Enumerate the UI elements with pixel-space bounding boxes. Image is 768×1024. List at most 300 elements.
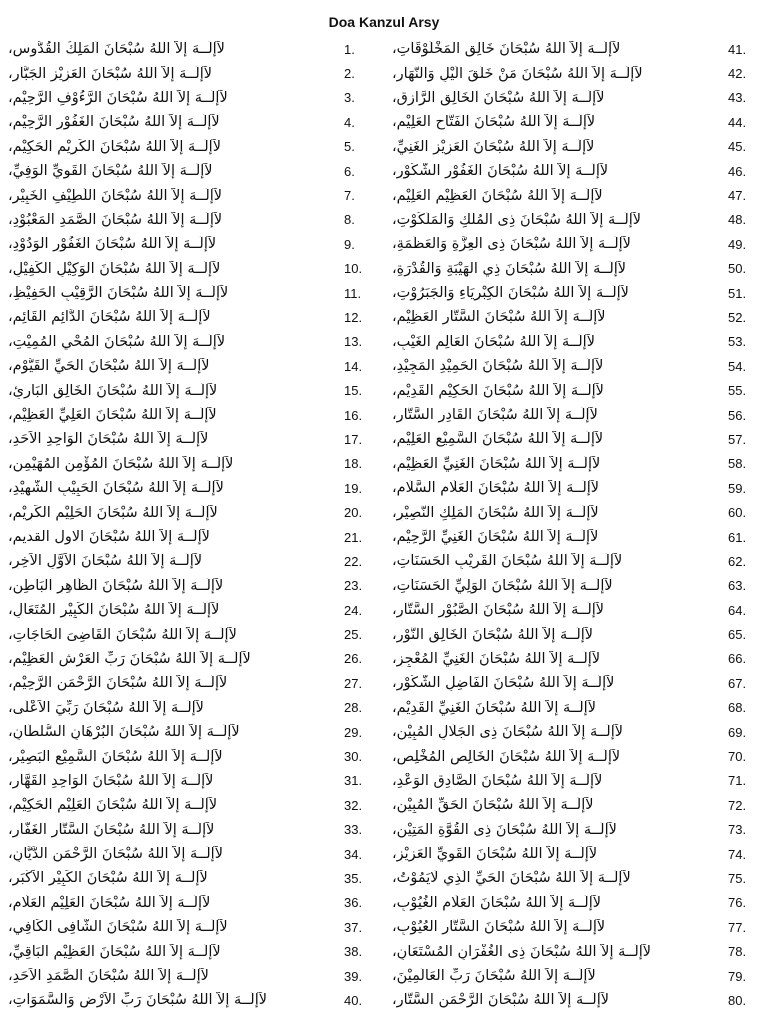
- dua-line: [392, 866, 762, 890]
- line-number: 24.: [344, 602, 363, 618]
- dua-line-body: الرَّءُوْفِ الرَّحِيْمِ،: [8, 89, 103, 106]
- dua-line: [392, 622, 762, 646]
- line-number: 17.: [344, 431, 363, 447]
- line-number: 42.: [728, 66, 747, 82]
- dua-line-body: الْكَرِيْمِ الْحَكِيْمِ،: [8, 138, 96, 155]
- dua-line-body: الْغَفُوْرِ الْوَدُوْدِ،: [8, 236, 91, 253]
- dua-line: [392, 500, 762, 524]
- dua-line-body: الْخَالِقِ الرَّازِقِ،: [392, 89, 479, 106]
- line-number: 36.: [344, 895, 363, 911]
- dua-line-body: الْقَادِرِ السَّتَّارِ،: [392, 407, 473, 424]
- line-number: 45.: [728, 139, 747, 155]
- dua-line-text: [8, 627, 340, 643]
- dua-line-prefix: لآإِلَــهَ إِلاَّ اللهُ سُبْحَانَ: [107, 285, 229, 302]
- line-number: 9.: [344, 236, 355, 252]
- dua-line-prefix: لآإِلَــهَ إِلاَّ اللهُ سُبْحَانَ: [507, 285, 629, 302]
- dua-line: [8, 915, 378, 939]
- dua-line: [8, 769, 378, 793]
- line-number: 1.: [344, 41, 355, 57]
- dua-line-prefix: لآإِلَــهَ إِلاَّ اللهُ سُبْحَانَ: [106, 919, 228, 936]
- dua-line-body: الْقَوِيِّ الْعَزِيْزِ،: [392, 846, 472, 863]
- dua-line-prefix: لآإِلَــهَ إِلاَّ اللهُ سُبْحَانَ: [474, 699, 596, 716]
- line-number: 46.: [728, 163, 747, 179]
- dua-line-prefix: لآإِلَــهَ إِلاَّ اللهُ سُبْحَانَ: [487, 992, 610, 1009]
- dua-line-prefix: لآإِلَــهَ إِلاَّ اللهُ سُبْحَانَ: [93, 821, 215, 838]
- dua-line-text: [8, 919, 340, 935]
- dua-line-prefix: لآإِلَــهَ إِلاَّ اللهُ سُبْحَانَ: [103, 41, 225, 58]
- dua-line-prefix: لآإِلَــهَ إِلاَّ اللهُ سُبْحَانَ: [482, 602, 605, 619]
- dua-line: [392, 842, 762, 866]
- line-number: 70.: [728, 749, 747, 765]
- dua-line: [392, 793, 762, 817]
- dua-line-body: الْبُرْهَانِ السُّلْطَانِ،: [8, 724, 114, 741]
- line-number: 37.: [344, 919, 363, 935]
- dua-line: [392, 208, 762, 232]
- dua-line-text: [8, 797, 340, 813]
- dua-line-prefix: لآإِلَــهَ إِلاَّ اللهُ سُبْحَانَ: [87, 431, 209, 448]
- line-number: 50.: [728, 261, 747, 277]
- dua-line: [392, 476, 762, 500]
- dua-line-text: [8, 651, 340, 667]
- dua-line-prefix: لآإِلَــهَ إِلاَّ اللهُ سُبْحَانَ: [102, 577, 224, 594]
- dua-line-text: [8, 139, 340, 155]
- dua-line-prefix: لآإِلَــهَ إِلاَّ اللهُ سُبْحَانَ: [100, 187, 223, 204]
- dua-line: [392, 110, 762, 134]
- dua-line-body: اَلْمَلِكُ الْقُدُّوسِ،: [8, 41, 100, 58]
- dua-line: [8, 330, 378, 354]
- dua-line: [8, 281, 378, 305]
- line-number: 47.: [728, 188, 747, 204]
- line-number: 49.: [728, 236, 747, 252]
- dua-line-text: [8, 724, 340, 740]
- line-number: 35.: [344, 870, 363, 886]
- dua-line: [392, 330, 762, 354]
- line-number: 72.: [728, 797, 747, 813]
- dua-line-prefix: لآإِلَــهَ إِلاَّ اللهُ سُبْحَانَ: [493, 675, 615, 692]
- dua-line: [392, 598, 762, 622]
- dua-line-body: الْعَلِيْمِ الْحَكِيْمِ،: [8, 797, 92, 814]
- dua-line-body: الْعَلَّامِ الْغُيُوْبِ،: [392, 894, 476, 911]
- dua-line-body: الْمَلِكِ النَّصِيْرِ،: [392, 504, 473, 521]
- dua-line-body: الْغَفُوْرِ الرَّحِيْمِ،: [8, 114, 94, 131]
- dua-line: [392, 915, 762, 939]
- dua-line-text: [8, 114, 340, 130]
- dua-line-body: الْكِبْرِيَاءِ وَالْجَبَرُوْتِ،: [392, 285, 504, 302]
- dua-line-text: [392, 456, 724, 472]
- dua-line-text: [8, 407, 340, 423]
- dua-line-body: الْعَالِمِ الْغَيْبِ،: [392, 333, 470, 350]
- dua-line-text: [392, 114, 724, 130]
- dua-line-text: [392, 797, 724, 813]
- dua-line-text: [392, 383, 724, 399]
- dua-line-body: الظَّاهِرِ الْبَاطِنِ،: [8, 577, 98, 594]
- dua-line-body: الْحَقِّ الْمُبِيْنِ،: [392, 797, 468, 814]
- line-number: 63.: [728, 578, 747, 594]
- dua-line-text: [392, 968, 724, 984]
- dua-line: [8, 403, 378, 427]
- dua-line: [392, 720, 762, 744]
- dua-line-body: السَّتَّارِ الْعُيُوْبِ،: [392, 919, 480, 936]
- dua-line-prefix: لآإِلَــهَ إِلاَّ اللهُ سُبْحَانَ: [495, 821, 617, 838]
- dua-line: [392, 818, 762, 842]
- dua-line-body: الْعَلِيْمِ الْعَلَّامِ،: [8, 894, 85, 911]
- dua-line: [8, 720, 378, 744]
- dua-line-prefix: لآإِلَــهَ إِلاَّ اللهُ سُبْحَانَ: [99, 260, 221, 277]
- dua-line-body: ذِى الْقُوَّةِ الْمَتِيْنِ،: [392, 821, 492, 838]
- dua-line-body: الْعَلَّامِ السَّلَامِ،: [392, 480, 474, 497]
- dua-line-text: [392, 358, 724, 374]
- dua-line-body: الْغَنِيِّ الْقَدِيْمِ،: [392, 699, 471, 716]
- line-number: 79.: [728, 968, 747, 984]
- line-number: 8.: [344, 212, 355, 228]
- document-title: Doa Kanzul Arsy: [328, 14, 440, 30]
- line-number: 78.: [728, 944, 747, 960]
- column-lines-41-80: [392, 37, 762, 1013]
- line-number: 16.: [344, 407, 363, 423]
- line-number: 10.: [344, 261, 363, 277]
- dua-line: [392, 452, 762, 476]
- dua-line-prefix: لآإِلَــهَ إِلاَّ اللهُ سُبْحَانَ: [118, 724, 240, 741]
- dua-line-prefix: لآإِلَــهَ إِلاَّ اللهُ سُبْحَانَ: [104, 333, 226, 350]
- dua-line: [392, 378, 762, 402]
- dua-line-prefix: لآإِلَــهَ إِلاَّ اللهُ سُبْحَانَ: [477, 480, 600, 497]
- line-number: 13.: [344, 334, 363, 350]
- line-number: 62.: [728, 553, 747, 569]
- dua-line-text: [8, 163, 340, 179]
- dua-line-text: [392, 919, 724, 935]
- line-number: 34.: [344, 846, 363, 862]
- dua-line-text: [8, 334, 340, 350]
- dua-line-text: [392, 407, 724, 423]
- dua-line-text: [392, 505, 724, 521]
- dua-line: [8, 135, 378, 159]
- dua-line: [8, 257, 378, 281]
- dua-line: [392, 232, 762, 256]
- dua-line-body: رَبِّيَ الْاَعْلَى،: [8, 699, 79, 716]
- dua-line-prefix: لآإِلَــهَ إِلاَّ اللهُ سُبْحَانَ: [491, 577, 613, 594]
- column-lines-1-40: [8, 37, 378, 1013]
- dua-line-text: [8, 700, 340, 716]
- dua-line: [392, 696, 762, 720]
- dua-line: [8, 549, 378, 573]
- dua-line: [392, 525, 762, 549]
- dua-line-body: الْعَلِيِّ الْعَظِيْمِ،: [8, 407, 91, 424]
- dua-line-prefix: لآإِلَــهَ إِلاَّ اللهُ سُبْحَانَ: [479, 650, 601, 667]
- line-number: 11.: [344, 285, 362, 301]
- dua-line: [392, 939, 762, 963]
- dua-line-body: ذِى الْمُلْكِ وَالْمَلَكُوْتِ،: [392, 211, 516, 228]
- dua-line-body: ذِي الْهَيْبَةِ وَالْقُدْرَةِ،: [392, 260, 501, 277]
- dua-line-text: [392, 846, 724, 862]
- dua-line-prefix: لآإِلَــهَ إِلاَّ اللهُ سُبْحَانَ: [509, 870, 631, 887]
- dua-line-text: [392, 163, 724, 179]
- dua-line-text: [392, 309, 724, 325]
- dua-line-body: الْاَوَّلِ الْاَخِرِ،: [8, 553, 77, 570]
- dua-line-prefix: لآإِلَــهَ إِلاَّ اللهُ سُبْحَانَ: [106, 89, 228, 106]
- line-number: 20.: [344, 505, 363, 521]
- dua-line: [392, 183, 762, 207]
- dua-line-prefix: لآإِلَــهَ إِلاَّ اللهُ سُبْحَانَ: [484, 919, 606, 936]
- dua-line: [8, 696, 378, 720]
- dua-line: [8, 793, 378, 817]
- dua-line: [8, 744, 378, 768]
- dua-line-text: [392, 578, 724, 594]
- dua-line-body: الاول القديم،: [8, 529, 85, 545]
- dua-line: [392, 549, 762, 573]
- dua-line-prefix: لآإِلَــهَ إِلاَّ اللهُ سُبْحَانَ: [499, 41, 621, 58]
- dua-line-text: [392, 944, 724, 960]
- dua-line-text: [8, 505, 340, 521]
- dua-line-prefix: لآإِلَــهَ إِلاَّ اللهُ سُبْحَانَ: [96, 382, 218, 399]
- line-number: 58.: [728, 456, 747, 472]
- line-number: 39.: [344, 968, 363, 984]
- dua-line-text: [392, 212, 724, 228]
- dua-line-prefix: لآإِلَــهَ إِلاَّ اللهُ سُبْحَانَ: [499, 748, 621, 765]
- dua-line-body: الْعَظِيْمِ الْبَاقِيِّ،: [8, 943, 95, 960]
- line-number: 41.: [728, 41, 747, 57]
- dua-line-prefix: لآإِلَــهَ إِلاَّ اللهُ سُبْحَانَ: [482, 358, 604, 375]
- dua-line: [392, 354, 762, 378]
- dua-line-text: [392, 285, 724, 301]
- dua-line-text: [392, 773, 724, 789]
- dua-line: [392, 964, 762, 988]
- dua-line-text: [8, 188, 340, 204]
- dua-line-text: [8, 846, 340, 862]
- dua-line-prefix: لآإِلَــهَ إِلاَّ اللهُ سُبْحَانَ: [501, 724, 624, 741]
- dua-line-prefix: لآإِلَــهَ إِلاَّ اللهُ سُبْحَانَ: [96, 797, 218, 814]
- dua-line-body: الرَّحْمَنِ السَّتَّارِ،: [392, 992, 484, 1009]
- dua-line-body: الْمُؤْمِنِ الْمُهَيْمِنِ،: [8, 455, 108, 472]
- dua-line-prefix: لآإِلَــهَ إِلاَّ اللهُ سُبْحَانَ: [487, 163, 609, 180]
- line-number: 64.: [728, 602, 747, 618]
- dua-line-text: [8, 456, 340, 472]
- dua-line-body: الرَّحْمَنِ الدَّيَّانِ،: [8, 846, 98, 863]
- dua-line-prefix: لآإِلَــهَ إِلاَّ اللهُ سُبْحَانَ: [88, 529, 210, 545]
- dua-line-text: [392, 66, 724, 82]
- dua-line-prefix: لآإِلَــهَ إِلاَّ اللهُ سُبْحَانَ: [101, 748, 223, 765]
- dua-line-text: [392, 480, 724, 496]
- dua-line-body: الْخَالِصِ الْمُخْلِصِ،: [392, 748, 495, 765]
- dua-line-body: السَّمِيْعِ الْعَلِيْمِ،: [392, 431, 478, 448]
- dua-line-body: الصَّادِقِ الْوَعْدِ،: [392, 772, 477, 789]
- dua-line-body: الْكَبِيْرِ الْمُتَعَالِ،: [8, 602, 94, 619]
- line-number: 52.: [728, 309, 747, 325]
- dua-line: [392, 769, 762, 793]
- dua-line-prefix: لآإِلَــهَ إِلاَّ اللهُ سُبْحَانَ: [99, 943, 221, 960]
- line-number: 5.: [344, 139, 355, 155]
- line-number: 27.: [344, 675, 363, 691]
- line-number: 7.: [344, 188, 355, 204]
- line-number: 66.: [728, 651, 747, 667]
- dua-line: [8, 37, 378, 61]
- dua-line-body: الشَّافِى الْكَافِي،: [8, 919, 102, 936]
- line-number: 80.: [728, 992, 747, 1008]
- dua-line-body: رَبِّ الْعَرْشِ الْعَظِيْمِ،: [8, 650, 126, 667]
- dua-line-body: الْحَكِيْمِ الْقَدِيْمِ،: [392, 382, 479, 399]
- dua-line: [8, 476, 378, 500]
- dua-line: [8, 598, 378, 622]
- dua-line: [8, 574, 378, 598]
- line-number: 2.: [344, 66, 355, 82]
- dua-line-prefix: لآإِلَــهَ إِلاَّ اللهُ سُبْحَانَ: [98, 602, 220, 619]
- dua-line: [8, 964, 378, 988]
- dua-line-text: [392, 822, 724, 838]
- line-number: 44.: [728, 114, 747, 130]
- dua-line-body: الْحَلِيْمِ الْكَرِيْمِ،: [8, 504, 93, 521]
- dua-line: [392, 61, 762, 85]
- dua-line: [8, 622, 378, 646]
- dua-line-text: [8, 285, 340, 301]
- dua-line-prefix: لآإِلَــهَ إِلاَّ اللهُ سُبْحَانَ: [484, 309, 606, 326]
- dua-line-body: ذِى الْغُفْرَانِ الْمُسْتَعَانِ،: [392, 943, 526, 960]
- dua-line-prefix: لآإِلَــهَ إِلاَّ اللهُ سُبْحَانَ: [87, 968, 209, 985]
- dua-line-prefix: لآإِلَــهَ إِلاَّ اللهُ سُبْحَانَ: [521, 65, 643, 82]
- dua-line-body: ذِى الْعِزَّةِ وَالْعَظَمَةِ،: [392, 236, 506, 253]
- dua-line: [392, 403, 762, 427]
- dua-line-text: [392, 139, 724, 155]
- dua-line-text: [392, 41, 724, 57]
- dua-line-body: الْفَتَّاحِ الْعَلِيْمِ،: [392, 114, 470, 131]
- dua-line-text: [392, 188, 724, 204]
- dua-line-text: [392, 627, 724, 643]
- dua-line: [392, 37, 762, 61]
- line-number: 25.: [344, 627, 363, 643]
- line-number: 15.: [344, 383, 363, 399]
- dua-line-text: [392, 431, 724, 447]
- dua-line-prefix: لآإِلَــهَ إِلاَّ اللهُ سُبْحَانَ: [473, 333, 595, 350]
- dua-line-body: الْغَنِيِّ الرَّحِيْمِ،: [392, 529, 473, 545]
- dua-line: [8, 525, 378, 549]
- line-number: 22.: [344, 553, 363, 569]
- dua-line: [392, 671, 762, 695]
- dua-line-text: [392, 529, 724, 545]
- line-number: 38.: [344, 944, 363, 960]
- dua-line-body: الْقَاضِىَ الْحَاجَاتِ،: [8, 626, 112, 643]
- dua-line-prefix: لآإِلَــهَ إِلاَّ اللهُ سُبْحَانَ: [529, 943, 652, 960]
- dua-line-text: [8, 602, 340, 618]
- line-number: 14.: [344, 358, 363, 374]
- dua-line-prefix: لآإِلَــهَ إِلاَّ اللهُ سُبْحَانَ: [86, 870, 208, 887]
- dua-line-text: [8, 66, 340, 82]
- dua-line-body: الْوَاحِدِ الْقَهَّارِ،: [8, 772, 88, 789]
- line-number: 51.: [728, 285, 747, 301]
- dua-line-prefix: لآإِلَــهَ إِلاَّ اللهُ سُبْحَانَ: [509, 236, 631, 253]
- line-number: 71.: [728, 773, 747, 789]
- dua-line-prefix: لآإِلَــهَ إِلاَّ اللهُ سُبْحَانَ: [145, 992, 268, 1009]
- dua-line-text: [8, 968, 340, 984]
- dua-line: [8, 159, 378, 183]
- dua-line-body: الْحَمِيْدِ الْمَجِيْدِ،: [392, 358, 478, 375]
- dua-line: [8, 61, 378, 85]
- dua-line-body: الْحَيِّ الَّذِي لَايَمُوْتُ،: [392, 870, 506, 887]
- dua-line-body: الْمُحْيِ الْمُمِيْتِ،: [8, 333, 100, 350]
- dua-line: [8, 427, 378, 451]
- dua-line-text: [392, 870, 724, 886]
- dua-line-body: الْكَبِيْرِ الْاَكْبَرِ،: [8, 870, 83, 887]
- dua-line-prefix: لآإِلَــهَ إِلاَّ اللهُ سُبْحَانَ: [479, 455, 601, 472]
- dua-line: [392, 574, 762, 598]
- dua-line-prefix: لآإِلَــهَ إِلاَّ اللهُ سُبْحَانَ: [101, 211, 223, 228]
- line-number: 61.: [728, 529, 747, 545]
- dua-line-text: [8, 212, 340, 228]
- dua-line-prefix: لآإِلَــهَ إِلاَّ اللهُ سُبْحَانَ: [473, 138, 595, 155]
- dua-line: [392, 988, 762, 1012]
- line-number: 18.: [344, 456, 363, 472]
- dua-line-prefix: لآإِلَــهَ إِلاَّ اللهُ سُبْحَانَ: [88, 358, 210, 375]
- line-number: 77.: [728, 919, 747, 935]
- dua-line-text: [392, 895, 724, 911]
- dua-line-text: [392, 992, 724, 1008]
- dua-line-text: [8, 41, 340, 57]
- line-number: 67.: [728, 675, 747, 691]
- dua-line-body: الْحَيِّ الْقَيُّوْمِ،: [8, 358, 84, 375]
- dua-line-text: [392, 90, 724, 106]
- dua-line-prefix: لآإِلَــهَ إِلاَّ اللهُ سُبْحَانَ: [477, 504, 599, 521]
- dua-line-prefix: لآإِلَــهَ إِلاَّ اللهُ سُبْحَانَ: [96, 504, 218, 521]
- dua-line-text: [8, 529, 340, 545]
- dua-line-text: [392, 651, 724, 667]
- dua-line: [8, 86, 378, 110]
- dua-line-body: رَبِّ الْعَالَمِيْنَ،: [392, 968, 471, 985]
- line-number: 4.: [344, 114, 355, 130]
- dua-line-prefix: لآإِلَــهَ إِلاَّ اللهُ سُبْحَانَ: [92, 772, 214, 789]
- dua-line-text: [8, 236, 340, 252]
- dua-line-body: رَبِّ الْاَرْضِ وَالسَّمَوَاتِ،: [8, 992, 142, 1009]
- dua-line: [8, 208, 378, 232]
- dua-line-prefix: لآإِلَــهَ إِلاَّ اللهُ سُبْحَانَ: [95, 407, 217, 424]
- dua-line: [392, 281, 762, 305]
- dua-line-body: الصَّبُوْرِ السَّتَّارِ،: [392, 602, 479, 619]
- dua-line-body: الْوَلِيِّ الْحَسَنَاتِ،: [392, 577, 487, 594]
- line-number: 48.: [728, 212, 747, 228]
- line-number: 3.: [344, 90, 355, 106]
- dua-line: [392, 159, 762, 183]
- dua-line-text: [8, 90, 340, 106]
- dua-line-body: الْعَزِيْزِ الْغَنِيِّ،: [392, 138, 469, 155]
- dua-line-body: اللَّطِيْفِ الْخَبِيْرِ،: [8, 187, 97, 204]
- dua-line-prefix: لآإِلَــهَ إِلاَّ اللهُ سُبْحَانَ: [115, 626, 237, 643]
- dua-line-text: [392, 236, 724, 252]
- dua-line-body: الْحَبِيْبِ الشَّهِيْدِ،: [8, 480, 99, 497]
- dua-line-text: [8, 992, 340, 1008]
- dua-line-text: [8, 480, 340, 496]
- line-number: 21.: [344, 529, 363, 545]
- dua-line-prefix: لآإِلَــهَ إِلاَّ اللهُ سُبْحَانَ: [95, 236, 217, 253]
- dua-line-body: الصَّمَدِ الْاَحَدِ،: [8, 968, 84, 985]
- dua-line-prefix: لآإِلَــهَ إِلاَّ اللهُ سُبْحَانَ: [129, 650, 251, 667]
- dua-line: [392, 86, 762, 110]
- dua-line-prefix: لآإِلَــهَ إِلاَّ اللهُ سُبْحَانَ: [481, 187, 603, 204]
- dua-line: [392, 427, 762, 451]
- dua-line: [8, 842, 378, 866]
- dua-line-text: [8, 822, 340, 838]
- dua-line-prefix: لآإِلَــهَ إِلاَّ اللهُ سُبْحَانَ: [476, 407, 598, 424]
- dua-line-prefix: لآإِلَــهَ إِلاَّ اللهُ سُبْحَانَ: [477, 529, 599, 545]
- line-number: 32.: [344, 797, 363, 813]
- dua-line: [8, 891, 378, 915]
- dua-line-text: [392, 334, 724, 350]
- dua-line-prefix: لآإِلَــهَ إِلاَّ اللهُ سُبْحَانَ: [89, 309, 211, 326]
- line-number: 76.: [728, 895, 747, 911]
- dua-line-prefix: لآإِلَــهَ إِلاَّ اللهُ سُبْحَانَ: [519, 211, 642, 228]
- dua-line-body: الْعَظِيْمِ الْعَلِيْمِ،: [392, 187, 477, 204]
- dua-line-body: السَّتَّارِ الْغَفَّارِ،: [8, 821, 89, 838]
- dua-line-text: [392, 261, 724, 277]
- dua-line: [8, 452, 378, 476]
- dua-line-body: الصَّمَدِ الْمَعْبُوْدِ،: [8, 211, 97, 228]
- dua-line-body: الْغَنِيِّ الْعَظِيْمِ،: [392, 455, 475, 472]
- dua-line-prefix: لآإِلَــهَ إِلاَّ اللهُ سُبْحَانَ: [102, 480, 224, 497]
